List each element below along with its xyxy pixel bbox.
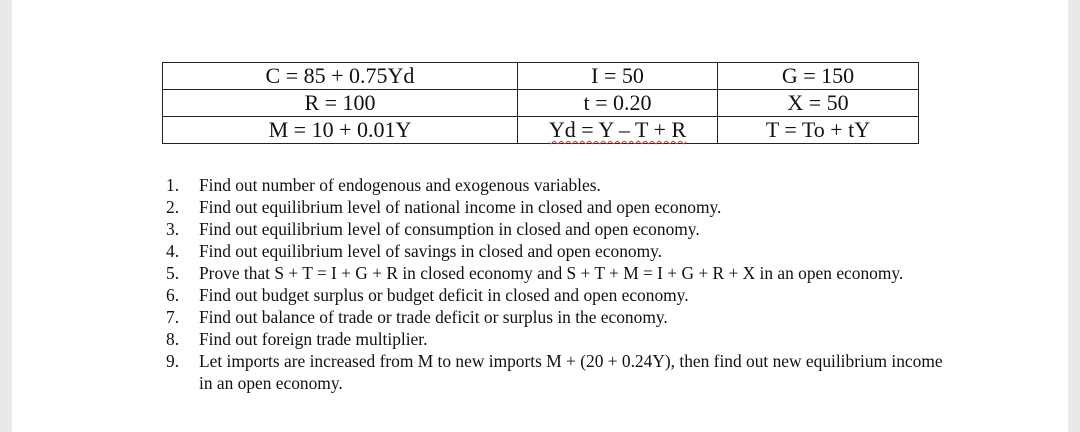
list-item bbox=[166, 240, 946, 262]
list-item bbox=[166, 284, 946, 306]
table-cell: G = 150 bbox=[718, 63, 919, 90]
item-text: Find out equilibrium level of national income in closed and open economy. bbox=[199, 197, 722, 217]
table-cell bbox=[518, 117, 718, 144]
table-cell bbox=[718, 117, 919, 144]
list-item bbox=[166, 262, 946, 284]
table-row bbox=[163, 63, 919, 90]
item-text: Find out balance of trade or trade deficit or surplus in the economy. bbox=[199, 307, 668, 327]
item-text: Prove that S + T = I + G + R in closed economy and S + T + M = I + G + R + X in an open economy. bbox=[199, 263, 904, 283]
formula-text: T = To + tY bbox=[765, 117, 871, 142]
variables-table bbox=[162, 62, 919, 144]
item-text: Find out budget surplus or budget deficit in closed and open economy. bbox=[199, 285, 689, 305]
item-number: 3. bbox=[166, 219, 180, 239]
list-item bbox=[166, 328, 946, 350]
item-text: Find out foreign trade multiplier. bbox=[199, 329, 428, 349]
item-number: 4. bbox=[166, 241, 180, 261]
item-number: 1. bbox=[166, 175, 180, 195]
item-text: Find out equilibrium level of savings in closed and open economy. bbox=[199, 241, 663, 261]
table-cell: M = 10 + 0.01Y bbox=[163, 117, 518, 144]
list-item bbox=[166, 306, 946, 328]
table-cell: C = 85 + 0.75Yd bbox=[163, 63, 518, 90]
item-number: 9. bbox=[166, 351, 180, 371]
list-item bbox=[166, 218, 946, 240]
table-cell: R = 100 bbox=[163, 90, 518, 117]
list-item bbox=[166, 350, 946, 394]
table-cell: I = 50 bbox=[518, 63, 718, 90]
table-cell: t = 0.20 bbox=[518, 90, 718, 117]
table-cell: X = 50 bbox=[718, 90, 919, 117]
item-number: 6. bbox=[166, 285, 180, 305]
item-text: Let imports are increased from M to new imports M + (20 + 0.24Y), then find out new equilibrium income in an open economy. bbox=[199, 351, 943, 393]
list-item bbox=[166, 174, 946, 196]
item-number: 2. bbox=[166, 197, 180, 217]
item-text: Find out equilibrium level of consumption in closed and open economy. bbox=[199, 219, 700, 239]
question-list bbox=[166, 174, 946, 394]
item-number: 8. bbox=[166, 329, 180, 349]
document-page bbox=[12, 0, 1068, 432]
list-item bbox=[166, 196, 946, 218]
spellcheck-squiggle: Yd = Y – T + R bbox=[548, 117, 687, 142]
item-number: 7. bbox=[166, 307, 180, 327]
item-number: 5. bbox=[166, 263, 180, 283]
table-row bbox=[163, 90, 919, 117]
table-row bbox=[163, 117, 919, 144]
item-text: Find out number of endogenous and exogenous variables. bbox=[199, 175, 601, 195]
